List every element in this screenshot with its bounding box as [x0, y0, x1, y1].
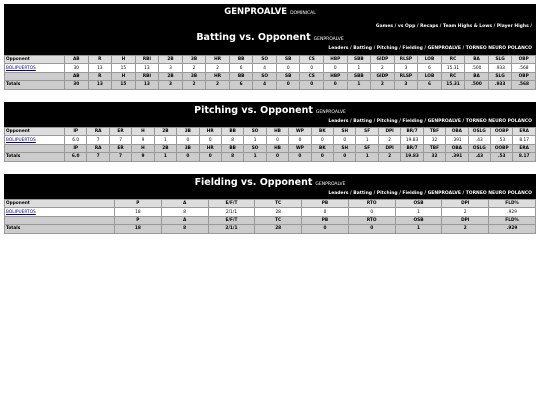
- pitching-subcol-ip: IP: [65, 144, 87, 152]
- pitching-total-ip: 6.0: [65, 153, 87, 161]
- batting-totals-row: [5, 81, 536, 89]
- pitching-total-er: 7: [109, 153, 131, 161]
- pitching-subcol-bb: BB: [221, 144, 243, 152]
- batting-subcol-r: R: [88, 72, 112, 80]
- pitching-cell-br-7: 19.83: [401, 136, 423, 144]
- batting-cell-r: 13: [88, 64, 112, 72]
- batting-total-label: Totals: [5, 81, 65, 89]
- batting-total-h: 15: [112, 81, 136, 89]
- batting-col-sb: SB: [276, 56, 300, 64]
- pitching-col-era: ERA: [513, 128, 536, 136]
- pitching-total-sf: 1: [356, 153, 378, 161]
- fielding-cell-rto: 0: [348, 208, 395, 216]
- batting-subcol-sbb: SBB: [347, 72, 371, 80]
- fielding-subcol-e-f-t: E/F/T: [208, 216, 255, 224]
- pitching-cell-ra: 7: [87, 136, 109, 144]
- nav-team-highs-lows[interactable]: Team Highs & Lows: [442, 24, 493, 29]
- fielding-col-a: A: [161, 200, 208, 208]
- fielding-subheader-row: [5, 216, 536, 224]
- pitching-title-text: Pitching vs. Opponent: [194, 105, 313, 116]
- batting-header-row: [5, 56, 536, 64]
- batting-cell-rlsp: 3: [394, 64, 418, 72]
- batting-cell-lob: 6: [418, 64, 442, 72]
- pitching-col-oba: OBA: [446, 128, 468, 136]
- pitching-col-br-7: BR/7: [401, 128, 423, 136]
- pitching-table: [4, 127, 536, 162]
- batting-cell-slg: .933: [488, 64, 512, 72]
- batting-cell-3b: 2: [182, 64, 206, 72]
- batting-total-rc: 15.31: [441, 81, 465, 89]
- fielding-header: [4, 174, 536, 199]
- pitching-cell-tbf: 32: [423, 136, 445, 144]
- batting-crumb-fielding[interactable]: Fielding: [402, 46, 423, 51]
- batting-col-h: H: [112, 56, 136, 64]
- pitching-subcol-dpi: DPI: [378, 144, 400, 152]
- batting-crumb-genproalve[interactable]: GENPROALVE: [427, 46, 461, 51]
- team-title: [4, 4, 536, 17]
- pitching-total-bb: 8: [221, 153, 243, 161]
- fielding-col-fld: FLD%: [489, 200, 536, 208]
- pitching-cell-hb: 0: [266, 136, 288, 144]
- pitching-total-oslg: .43: [468, 153, 490, 161]
- batting-total-2b: 3: [159, 81, 183, 89]
- pitching-crumb-batting[interactable]: Batting: [353, 119, 373, 124]
- pitching-cell-so: 1: [244, 136, 266, 144]
- pitching-subcol-era: ERA: [513, 144, 536, 152]
- pitching-crumb-leaders[interactable]: Leaders: [328, 119, 349, 124]
- pitching-col-oobp: OOBP: [491, 128, 513, 136]
- batting-subcol-ba: BA: [465, 72, 489, 80]
- fielding-table-row: [5, 208, 536, 216]
- fielding-crumb-leaders[interactable]: Leaders: [328, 191, 349, 196]
- batting-subcol-gidp: GIDP: [371, 72, 395, 80]
- batting-col-rlsp: RLSP: [394, 56, 418, 64]
- pitching-col-tbf: TBF: [423, 128, 445, 136]
- batting-col-sbb: SBB: [347, 56, 371, 64]
- pitching-total-so: 1: [244, 153, 266, 161]
- fielding-subcol-osb: OSB: [395, 216, 442, 224]
- batting-cell-ab: 30: [65, 64, 89, 72]
- pitching-subcol-so: SO: [244, 144, 266, 152]
- pitching-cell-hr: 0: [199, 136, 221, 144]
- fielding-total-e-f-t: 2/1/1: [208, 225, 255, 233]
- pitching-col-dpi: DPI: [378, 128, 400, 136]
- fielding-team-tag: GENPROALVE: [315, 182, 346, 187]
- batting-title: [4, 32, 536, 43]
- pitching-total-label: Totals: [5, 153, 65, 161]
- batting-crumb-batting[interactable]: Batting: [353, 46, 373, 51]
- team-name: GENPROALVE: [224, 7, 288, 17]
- pitching-col-2b: 2B: [154, 128, 176, 136]
- batting-total-cs: 0: [300, 81, 324, 89]
- pitching-total-oba: .391: [446, 153, 468, 161]
- batting-total-gidp: 2: [371, 81, 395, 89]
- nav-vs-opp[interactable]: vs Opp: [397, 24, 416, 29]
- batting-total-so: 4: [253, 81, 277, 89]
- pitching-col-ra: RA: [87, 128, 109, 136]
- batting-subcol-3b: 3B: [182, 72, 206, 80]
- fielding-crumb-torneo-neuro-polanco[interactable]: TORNEO NEURO POLANCO: [465, 191, 532, 196]
- pitching-cell-dpi: 2: [378, 136, 400, 144]
- pitching-subcol-br-7: BR/7: [401, 144, 423, 152]
- batting-col-slg: SLG: [488, 56, 512, 64]
- fielding-subcol-fld: FLD%: [489, 216, 536, 224]
- batting-team-tag: GENPROALVE: [313, 37, 344, 42]
- batting-table: [4, 55, 536, 90]
- pitching-total-dpi: 2: [378, 153, 400, 161]
- pitching-col-opponent: Opponent: [5, 128, 65, 136]
- pitching-total-3b: 0: [177, 153, 199, 161]
- fielding-cell-e-f-t: 2/1/1: [208, 208, 255, 216]
- pitching-cell-2b: 1: [154, 136, 176, 144]
- fielding-total-label: Totals: [5, 225, 115, 233]
- fielding-total-osb: 1: [395, 225, 442, 233]
- pitching-col-sh: SH: [334, 128, 356, 136]
- fielding-cell-dpi: 2: [442, 208, 489, 216]
- batting-col-cs: CS: [300, 56, 324, 64]
- pitching-cell-oobp: .53: [491, 136, 513, 144]
- fielding-total-dpi: 2: [442, 225, 489, 233]
- batting-subheader-row: [5, 72, 536, 80]
- pitching-col-oslg: OSLG: [468, 128, 490, 136]
- fielding-total-a: 8: [161, 225, 208, 233]
- batting-total-slg: .933: [488, 81, 512, 89]
- pitching-crumb-genproalve[interactable]: GENPROALVE: [427, 119, 461, 124]
- fielding-cell-osb: 1: [395, 208, 442, 216]
- pitching-cell-wp: 0: [289, 136, 311, 144]
- batting-total-bb: 6: [229, 81, 253, 89]
- pitching-header: [4, 102, 536, 127]
- batting-col-ba: BA: [465, 56, 489, 64]
- pitching-col-3b: 3B: [177, 128, 199, 136]
- pitching-col-ip: IP: [65, 128, 87, 136]
- pitching-team-tag: GENPROALVE: [315, 110, 346, 115]
- pitching-table-row: [5, 136, 536, 144]
- batting-col-rc: RC: [441, 56, 465, 64]
- batting-cell-h: 15: [112, 64, 136, 72]
- batting-total-lob: 6: [418, 81, 442, 89]
- fielding-subcol-rto: RTO: [348, 216, 395, 224]
- pitching-cell-oba: .391: [446, 136, 468, 144]
- batting-cell-sb: 0: [276, 64, 300, 72]
- pitching-cell-ip: 6.0: [65, 136, 87, 144]
- batting-total-rlsp: 3: [394, 81, 418, 89]
- pitching-col-h: H: [132, 128, 154, 136]
- pitching-total-2b: 1: [154, 153, 176, 161]
- pitching-col-bb: BB: [221, 128, 243, 136]
- batting-total-3b: 2: [182, 81, 206, 89]
- batting-col-2b: 2B: [159, 56, 183, 64]
- pitching-subcol-wp: WP: [289, 144, 311, 152]
- pitching-total-tbf: 32: [423, 153, 445, 161]
- fielding-col-pb: PB: [302, 200, 349, 208]
- pitching-table-wrap: [4, 127, 536, 162]
- batting-subcol-rbi: RBI: [135, 72, 159, 80]
- pitching-col-sf: SF: [356, 128, 378, 136]
- batting-col-lob: LOB: [418, 56, 442, 64]
- fielding-table: [4, 199, 536, 234]
- pitching-breadcrumb: Leaders / Batting / Pitching / Fielding / GENPROALVE / TORNEO NEURO POLANCO: [328, 119, 532, 124]
- batting-cell-2b: 3: [159, 64, 183, 72]
- fielding-total-p: 18: [115, 225, 162, 233]
- pitching-total-wp: 0: [289, 153, 311, 161]
- pitching-total-ra: 7: [87, 153, 109, 161]
- pitching-crumb-torneo-neuro-polanco[interactable]: TORNEO NEURO POLANCO: [465, 119, 532, 124]
- batting-subcol-rc: RC: [441, 72, 465, 80]
- fielding-breadcrumb: Leaders / Batting / Pitching / Fielding / GENPROALVE / TORNEO NEURO POLANCO: [328, 191, 532, 196]
- batting-total-rbi: 13: [135, 81, 159, 89]
- pitching-subheader-row: [5, 144, 536, 152]
- batting-col-bb: BB: [229, 56, 253, 64]
- fielding-total-rto: 0: [348, 225, 395, 233]
- batting-col-ab: AB: [65, 56, 89, 64]
- nav-player-highs[interactable]: Player Highs: [496, 24, 529, 29]
- fielding-table-wrap: [4, 199, 536, 234]
- batting-subcol-hbp: HBP: [324, 72, 348, 80]
- fielding-opponent-link[interactable]: BOLIPUERTOS: [6, 209, 36, 215]
- pitching-total-h: 9: [132, 153, 154, 161]
- fielding-col-opponent: Opponent: [5, 200, 115, 208]
- pitching-col-hb: HB: [266, 128, 288, 136]
- pitching-subcol-bk: BK: [311, 144, 333, 152]
- batting-cell-ba: .500: [465, 64, 489, 72]
- pitching-subcol-sf: SF: [356, 144, 378, 152]
- batting-table-row: [5, 64, 536, 72]
- pitching-subcol-hb: HB: [266, 144, 288, 152]
- fielding-cell-p: 18: [115, 208, 162, 216]
- batting-subcol-2b: 2B: [159, 72, 183, 80]
- top-header: [4, 4, 536, 32]
- batting-cell-cs: 0: [300, 64, 324, 72]
- pitching-cell-bk: 0: [311, 136, 333, 144]
- batting-cell-so: 4: [253, 64, 277, 72]
- team-country: DOMINICAL: [290, 11, 316, 16]
- pitching-cell-oslg: .43: [468, 136, 490, 144]
- batting-col-so: SO: [253, 56, 277, 64]
- batting-subcol-slg: SLG: [488, 72, 512, 80]
- pitching-subcol-er: ER: [109, 144, 131, 152]
- pitching-col-so: SO: [244, 128, 266, 136]
- fielding-opponent-cell: [5, 208, 115, 216]
- batting-opponent-link[interactable]: BOLIPUERTOS: [6, 65, 36, 71]
- pitching-cell-era: 8.17: [513, 136, 536, 144]
- pitching-cell-h: 9: [132, 136, 154, 144]
- batting-breadcrumb: Leaders / Batting / Pitching / Fielding / GENPROALVE / TORNEO NEURO POLANCO: [328, 46, 532, 51]
- pitching-total-era: 8.17: [513, 153, 536, 161]
- batting-subcol-cs: CS: [300, 72, 324, 80]
- fielding-subcol-opponent: [5, 216, 115, 224]
- fielding-crumb-fielding[interactable]: Fielding: [402, 191, 423, 196]
- fielding-totals-row: [5, 225, 536, 233]
- pitching-opponent-cell: [5, 136, 65, 144]
- batting-col-hbp: HBP: [324, 56, 348, 64]
- batting-subcol-so: SO: [253, 72, 277, 80]
- batting-col-r: R: [88, 56, 112, 64]
- batting-total-ab: 30: [65, 81, 89, 89]
- batting-crumb-pitching[interactable]: Pitching: [376, 46, 398, 51]
- fielding-col-rto: RTO: [348, 200, 395, 208]
- batting-opponent-cell: [5, 64, 65, 72]
- nav-recaps[interactable]: Recaps: [420, 24, 439, 29]
- fielding-crumb-pitching[interactable]: Pitching: [376, 191, 398, 196]
- batting-crumb-torneo-neuro-polanco[interactable]: TORNEO NEURO POLANCO: [465, 46, 532, 51]
- batting-col-obp: OBP: [512, 56, 536, 64]
- pitching-crumb-fielding[interactable]: Fielding: [402, 119, 423, 124]
- batting-subcol-h: H: [112, 72, 136, 80]
- batting-col-rbi: RBI: [135, 56, 159, 64]
- batting-cell-hbp: 0: [324, 64, 348, 72]
- fielding-cell-tc: 28: [255, 208, 302, 216]
- pitching-cell-sh: 0: [334, 136, 356, 144]
- pitching-total-hb: 0: [266, 153, 288, 161]
- pitching-total-bk: 0: [311, 153, 333, 161]
- fielding-title-text: Fielding vs. Opponent: [194, 177, 313, 188]
- fielding-col-osb: OSB: [395, 200, 442, 208]
- fielding-cell-pb: 0: [302, 208, 349, 216]
- batting-total-obp: .568: [512, 81, 536, 89]
- batting-subcol-bb: BB: [229, 72, 253, 80]
- fielding-col-tc: TC: [255, 200, 302, 208]
- fielding-subcol-dpi: DPI: [442, 216, 489, 224]
- pitching-subcol-oobp: OOBP: [491, 144, 513, 152]
- fielding-col-p: P: [115, 200, 162, 208]
- batting-header: [4, 32, 536, 55]
- fielding-title: [4, 174, 536, 188]
- batting-subcol-opponent: [5, 72, 65, 80]
- nav-games[interactable]: Games: [375, 24, 394, 29]
- pitching-cell-3b: 0: [177, 136, 199, 144]
- batting-total-sbb: 1: [347, 81, 371, 89]
- fielding-cell-a: 8: [161, 208, 208, 216]
- fielding-total-tc: 28: [255, 225, 302, 233]
- batting-total-r: 13: [88, 81, 112, 89]
- fielding-total-pb: 0: [302, 225, 349, 233]
- pitching-subcol-hr: HR: [199, 144, 221, 152]
- batting-cell-rbi: 13: [135, 64, 159, 72]
- fielding-col-dpi: DPI: [442, 200, 489, 208]
- fielding-subcol-tc: TC: [255, 216, 302, 224]
- batting-cell-rc: 15.31: [441, 64, 465, 72]
- pitching-title: [4, 102, 536, 116]
- fielding-col-e-f-t: E/F/T: [208, 200, 255, 208]
- pitching-total-sh: 0: [334, 153, 356, 161]
- pitching-subcol-2b: 2B: [154, 144, 176, 152]
- pitching-header-row: [5, 128, 536, 136]
- batting-crumb-leaders[interactable]: Leaders: [328, 46, 349, 51]
- fielding-cell-fld: .929: [489, 208, 536, 216]
- fielding-subcol-pb: PB: [302, 216, 349, 224]
- pitching-col-bk: BK: [311, 128, 333, 136]
- batting-total-hbp: 0: [324, 81, 348, 89]
- fielding-subcol-a: A: [161, 216, 208, 224]
- batting-subcol-lob: LOB: [418, 72, 442, 80]
- pitching-col-hr: HR: [199, 128, 221, 136]
- batting-col-3b: 3B: [182, 56, 206, 64]
- batting-cell-sbb: 1: [347, 64, 371, 72]
- batting-subcol-hr: HR: [206, 72, 230, 80]
- pitching-subcol-ra: RA: [87, 144, 109, 152]
- fielding-crumb-genproalve[interactable]: GENPROALVE: [427, 191, 461, 196]
- pitching-subcol-oslg: OSLG: [468, 144, 490, 152]
- pitching-totals-row: [5, 153, 536, 161]
- top-nav: Games / vs Opp / Recaps / Team Highs & Lows / Player Highs /: [375, 24, 532, 29]
- batting-cell-hr: 2: [206, 64, 230, 72]
- pitching-subcol-h: H: [132, 144, 154, 152]
- pitching-subcol-3b: 3B: [177, 144, 199, 152]
- pitching-opponent-link[interactable]: BOLIPUERTOS: [6, 137, 36, 143]
- batting-subcol-obp: OBP: [512, 72, 536, 80]
- batting-total-sb: 0: [276, 81, 300, 89]
- batting-table-wrap: [4, 55, 536, 90]
- pitching-subcol-oba: OBA: [446, 144, 468, 152]
- batting-col-gidp: GIDP: [371, 56, 395, 64]
- batting-cell-obp: .568: [512, 64, 536, 72]
- batting-total-ba: .500: [465, 81, 489, 89]
- pitching-total-hr: 0: [199, 153, 221, 161]
- pitching-cell-sf: 1: [356, 136, 378, 144]
- pitching-total-oobp: .53: [491, 153, 513, 161]
- batting-cell-gidp: 2: [371, 64, 395, 72]
- fielding-crumb-batting[interactable]: Batting: [353, 191, 373, 196]
- fielding-subcol-p: P: [115, 216, 162, 224]
- fielding-total-fld: .929: [489, 225, 536, 233]
- pitching-total-br-7: 19.83: [401, 153, 423, 161]
- pitching-subcol-opponent: [5, 144, 65, 152]
- pitching-cell-er: 7: [109, 136, 131, 144]
- pitching-col-er: ER: [109, 128, 131, 136]
- pitching-subcol-tbf: TBF: [423, 144, 445, 152]
- batting-subcol-sb: SB: [276, 72, 300, 80]
- batting-subcol-ab: AB: [65, 72, 89, 80]
- pitching-crumb-pitching[interactable]: Pitching: [376, 119, 398, 124]
- batting-total-hr: 2: [206, 81, 230, 89]
- batting-col-hr: HR: [206, 56, 230, 64]
- batting-title-text: Batting vs. Opponent: [196, 32, 311, 43]
- batting-subcol-rlsp: RLSP: [394, 72, 418, 80]
- batting-col-opponent: Opponent: [5, 56, 65, 64]
- batting-cell-bb: 6: [229, 64, 253, 72]
- pitching-cell-bb: 8: [221, 136, 243, 144]
- pitching-subcol-sh: SH: [334, 144, 356, 152]
- fielding-header-row: [5, 200, 536, 208]
- pitching-col-wp: WP: [289, 128, 311, 136]
